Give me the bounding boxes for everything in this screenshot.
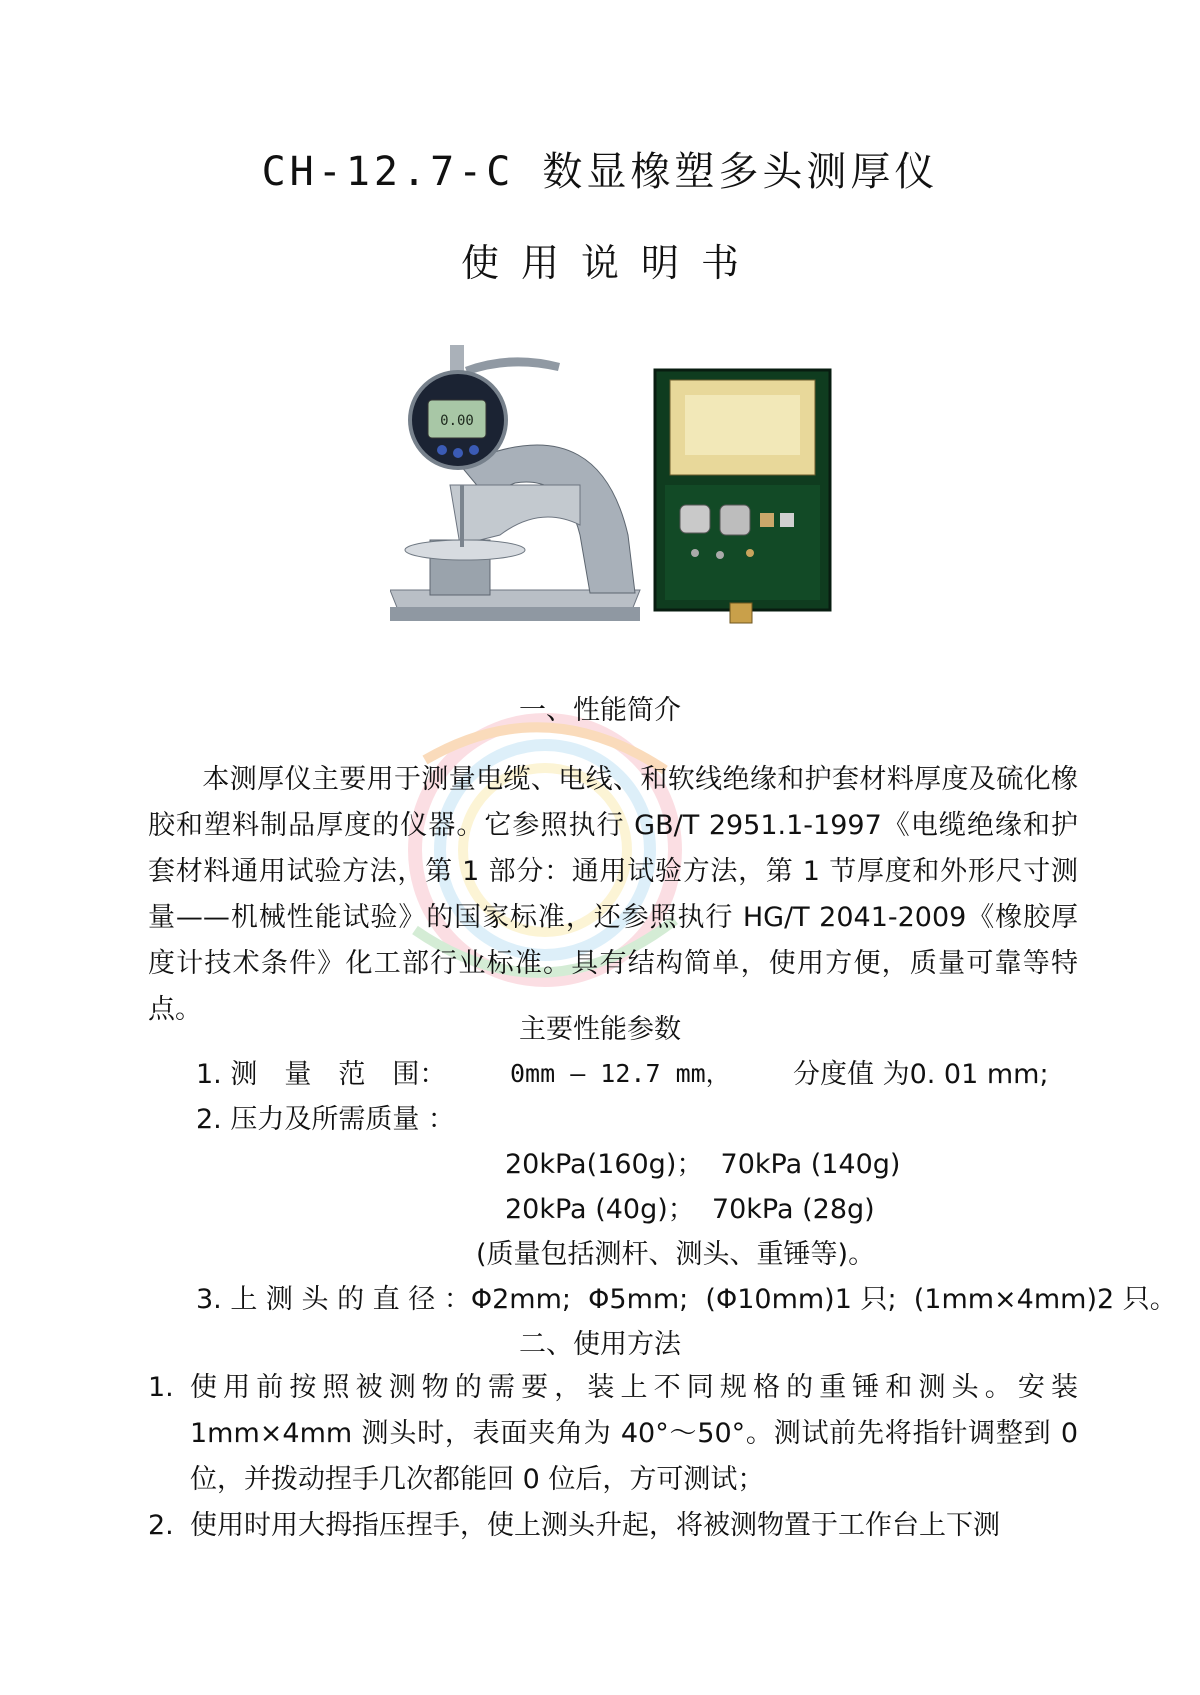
intro-paragraph-text: 本测厚仪主要用于测量电缆、电线、和软线绝缘和护套材料厚度及硫化橡胶和塑料制品厚度的仪器。它参照执行 GB/T 2951.1-1997《电缆绝缘和护套材料通用试验方法，第 1 部分：通用试验方法，第 1 节厚度和外形尺寸测量——机械性能试验》的国家标准，还参照执行 HG/T 2041-2009《橡胶厚度计技术条件》化工部行业标准。具有结构简单，使用方便，质量可靠等特点。 [148, 764, 1078, 1025]
usage-item-text: 使用前按照被测物的需要，装上不同规格的重锤和测头。安装 1mm×4mm 测头时，表面夹角为 40°～50°。测试前先将指针调整到 0 位，并拨动捏手几次都能回 0 位后，方可测试； [190, 1372, 1078, 1495]
section2-heading: 二、使用方法 [519, 1329, 681, 1360]
display-reading: 0.00 [440, 413, 474, 429]
usage-item [148, 1365, 1078, 1503]
usage-item-number: 2. [148, 1510, 174, 1541]
section1-heading: 一、性能简介 [519, 695, 681, 726]
param1-value: 0mm — 12.7 mm， [510, 1059, 731, 1088]
usage-item [148, 1503, 1078, 1549]
param1-label: 1. 测 量 范 围： [196, 1059, 447, 1090]
intro-paragraph [148, 757, 1078, 1033]
param2-line2: 20kPa (40g)； 70kPa (28g) [505, 1194, 875, 1225]
params-heading: 主要性能参数 [519, 1014, 681, 1045]
usage-item-text: 使用时用大拇指压捏手，使上测头升起，将被测物置于工作台上下测 [190, 1510, 1000, 1541]
usage-item-number: 1. [148, 1372, 174, 1403]
document-subtitle: 使用说明书 [460, 241, 761, 285]
product-photo [390, 345, 850, 645]
param2-note: (质量包括测杆、测头、重锤等)。 [476, 1239, 876, 1270]
param1-resolution: 分度值 为0. 01 mm; [793, 1059, 1049, 1090]
param2-label: 2. 压力及所需质量 ： [196, 1104, 455, 1135]
param2-line1: 20kPa(160g)； 70kPa (140g) [505, 1149, 901, 1180]
document-title: CH-12.7-C 数显橡塑多头测厚仪 [261, 149, 939, 195]
param3: 3. 上 测 头 的 直 径 ：Φ2mm; Φ5mm; (Φ10mm)1 只; (1mm×4mm)2 只。 [196, 1284, 1177, 1315]
